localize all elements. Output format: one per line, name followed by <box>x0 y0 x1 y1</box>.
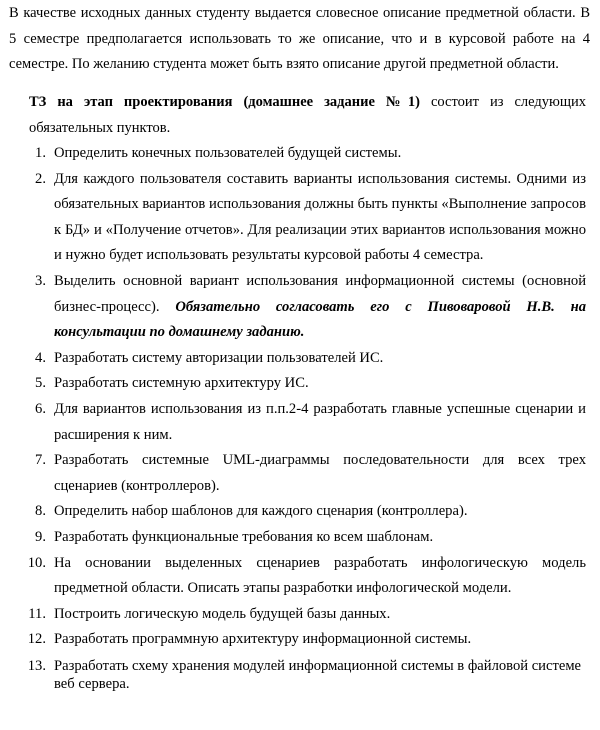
list-item <box>9 525 590 551</box>
item-number: 2. <box>35 170 46 187</box>
item-number: 6. <box>35 401 46 418</box>
item-emphasis-note: Обязательно согласовать его с Пивоваровой Н.В. на консультации по домашнему заданию. <box>54 298 586 341</box>
item-number: 7. <box>35 452 46 469</box>
list-item <box>9 499 590 525</box>
item-number: 12. <box>27 631 46 648</box>
list-item <box>9 346 590 372</box>
item-number: 10. <box>27 554 46 571</box>
item-text: Определить конечных пользователей будущей системы. <box>54 145 402 162</box>
item-text: Разработать схему хранения модулей информационной системы в файловой системе веб сервера. <box>54 657 582 693</box>
intro-paragraph: В качестве исходных данных студенту выдается словесное описание предметной области. В 5 семестре предполагается использовать то же описание, что и в курсовой работе на 4 семестре. По желанию студента может быть взято описание другой предметной области. <box>9 5 590 73</box>
list-item <box>9 371 590 397</box>
item-number: 13. <box>27 657 46 674</box>
list-item <box>9 627 590 653</box>
item-number: 5. <box>35 375 46 392</box>
item-text: Разработать функциональные требования ко всем шаблонам. <box>54 529 434 546</box>
list-item <box>9 448 590 499</box>
item-number: 4. <box>35 349 46 366</box>
item-text: Для каждого пользователя составить варианты использования системы. Одними из обязательных вариантов использования должны быть пункты «Выполнение запросов к БД» и «Получение отчетов». Для реализации этих вариантов использования можно и нужно будет использовать результаты курсовой работы 4 семестра. <box>54 170 586 264</box>
item-number: 1. <box>35 145 46 162</box>
item-text: Разработать систему авторизации пользователей ИС. <box>54 349 384 366</box>
list-item <box>9 167 590 269</box>
list-item <box>9 602 590 628</box>
tz-rest: состоит из следующих обязательных пунктов. <box>29 94 586 136</box>
list-item <box>9 551 590 602</box>
item-text: Разработать программную архитектуру информационной системы. <box>54 631 472 648</box>
tz-heading-paragraph <box>29 90 586 141</box>
item-number: 11. <box>28 605 46 622</box>
item-number: 8. <box>35 503 46 520</box>
requirements-list <box>9 141 590 694</box>
item-number: 9. <box>35 529 46 546</box>
item-text: Разработать системную архитектуру ИС. <box>54 375 309 392</box>
item-text: Построить логическую модель будущей базы данных. <box>54 605 391 622</box>
item-text: Для вариантов использования из п.п.2-4 разработать главные успешные сценарии и расширения к ним. <box>54 401 586 443</box>
list-item <box>9 397 590 448</box>
tz-bold-lead: ТЗ на этап проектирования (домашнее задание №1) <box>29 94 420 111</box>
item-number: 3. <box>35 273 46 290</box>
item-text: На основании выделенных сценариев разработать инфологическую модель предметной области. Описать этапы разработки инфологической модели. <box>54 554 586 597</box>
list-item <box>9 141 590 167</box>
item-text: Выделить основной вариант использования информационной системы (основной бизнес-процесс). <box>54 273 586 315</box>
list-item <box>9 657 590 694</box>
list-item <box>9 269 590 346</box>
item-text: Определить набор шаблонов для каждого сценария (контроллера). <box>54 503 468 520</box>
item-text: Разработать системные UML-диаграммы последовательности для всех трех сценариев (контроллеров). <box>54 452 586 494</box>
